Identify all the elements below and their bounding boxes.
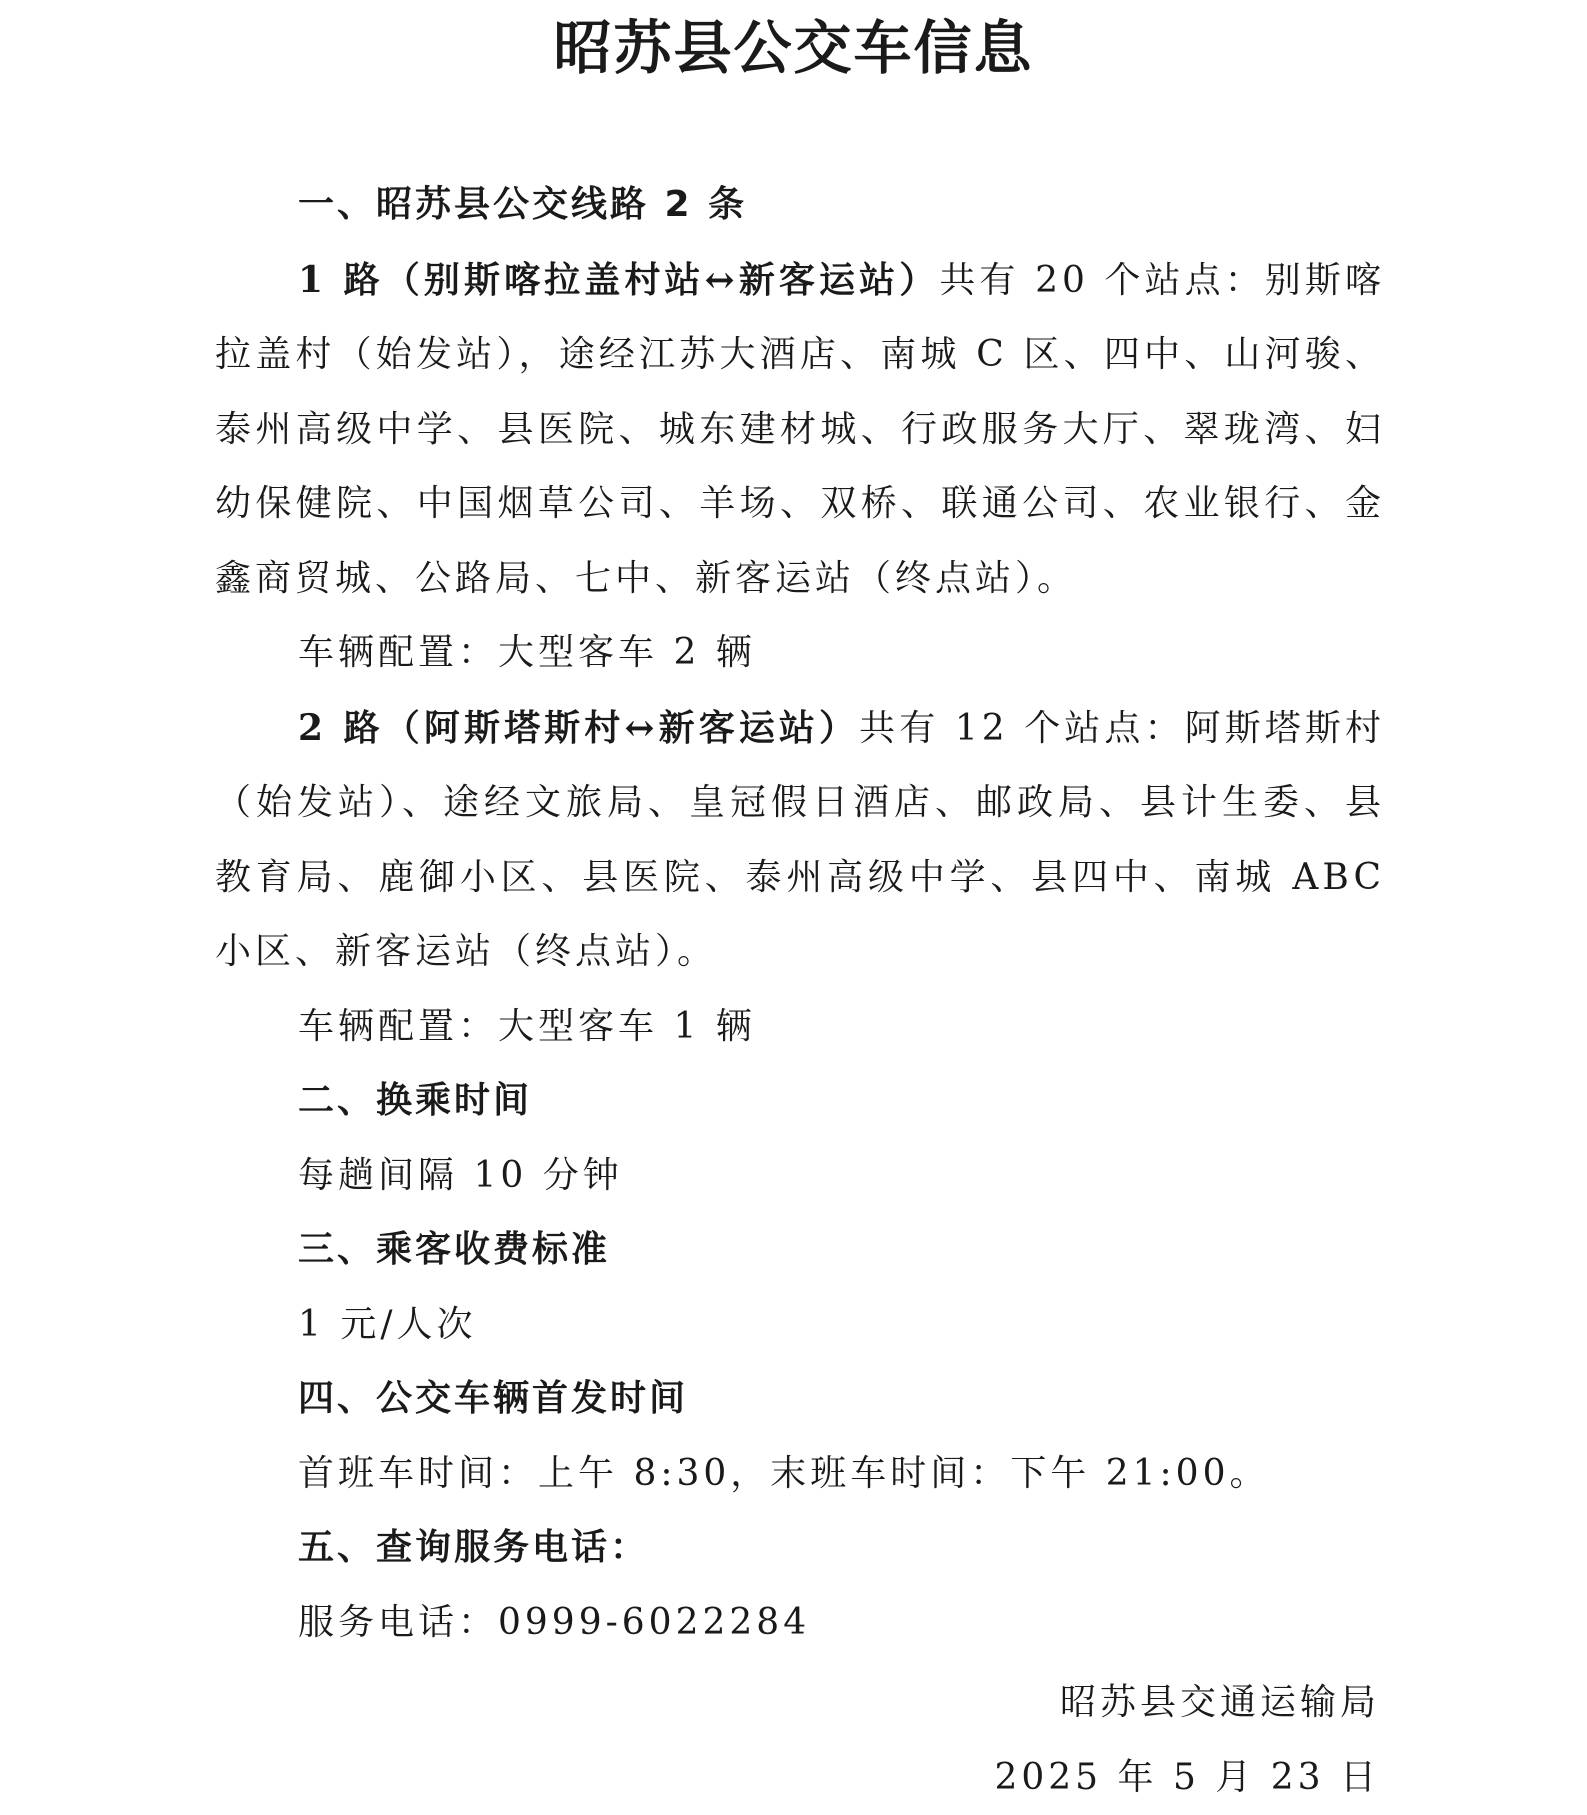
transfer-interval: 每趟间隔 10 分钟 <box>215 1139 1385 1214</box>
signature-date: 2025 年 5 月 23 日 <box>215 1741 1385 1815</box>
route-2-description: 共有 12 个站点：阿斯塔斯村（始发站）、途经文旅局、皇冠假日酒店、邮政局、县计生委、县教育局、鹿御小区、县医院、泰州高级中学、县四中、南城 ABC 小区、新客运站（终点站）。 <box>215 708 1385 973</box>
section-heading-first-departure: 四、公交车辆首发时间 <box>215 1362 1385 1437</box>
route-2-paragraph <box>215 691 1385 990</box>
departure-times: 首班车时间：上午 8:30，末班车时间：下午 21:00。 <box>215 1437 1385 1512</box>
route-2-vehicles: 车辆配置：大型客车 1 辆 <box>215 990 1385 1065</box>
document-title: 昭苏县公交车信息 <box>0 8 1587 88</box>
route-1-name: 1 路（别斯喀拉盖村站↔新客运站） <box>298 259 939 301</box>
section-heading-fare: 三、乘客收费标准 <box>215 1213 1385 1288</box>
section-heading-routes: 一、昭苏县公交线路 2 条 <box>215 168 1385 243</box>
signature-block <box>215 1666 1385 1815</box>
document-body <box>215 168 1385 1815</box>
fare-text: 1 元/人次 <box>215 1288 1385 1363</box>
route-1-paragraph <box>215 243 1385 617</box>
route-1-description: 共有 20 个站点：别斯喀拉盖村（始发站），途经江苏大酒店、南城 C 区、四中、山河骏、泰州高级中学、县医院、城东建材城、行政服务大厅、翠珑湾、妇幼保健院、中国烟草公司、羊场、双桥、联通公司、农业银行、金鑫商贸城、公路局、七中、新客运站（终点站）。 <box>215 260 1385 599</box>
section-heading-transfer: 二、换乘时间 <box>215 1064 1385 1139</box>
signature-organization: 昭苏县交通运输局 <box>215 1666 1385 1741</box>
section-heading-service-phone: 五、查询服务电话： <box>215 1511 1385 1586</box>
service-phone: 服务电话：0999-6022284 <box>215 1586 1385 1661</box>
route-1-vehicles: 车辆配置：大型客车 2 辆 <box>215 616 1385 691</box>
route-2-name: 2 路（阿斯塔斯村↔新客运站） <box>298 707 859 749</box>
